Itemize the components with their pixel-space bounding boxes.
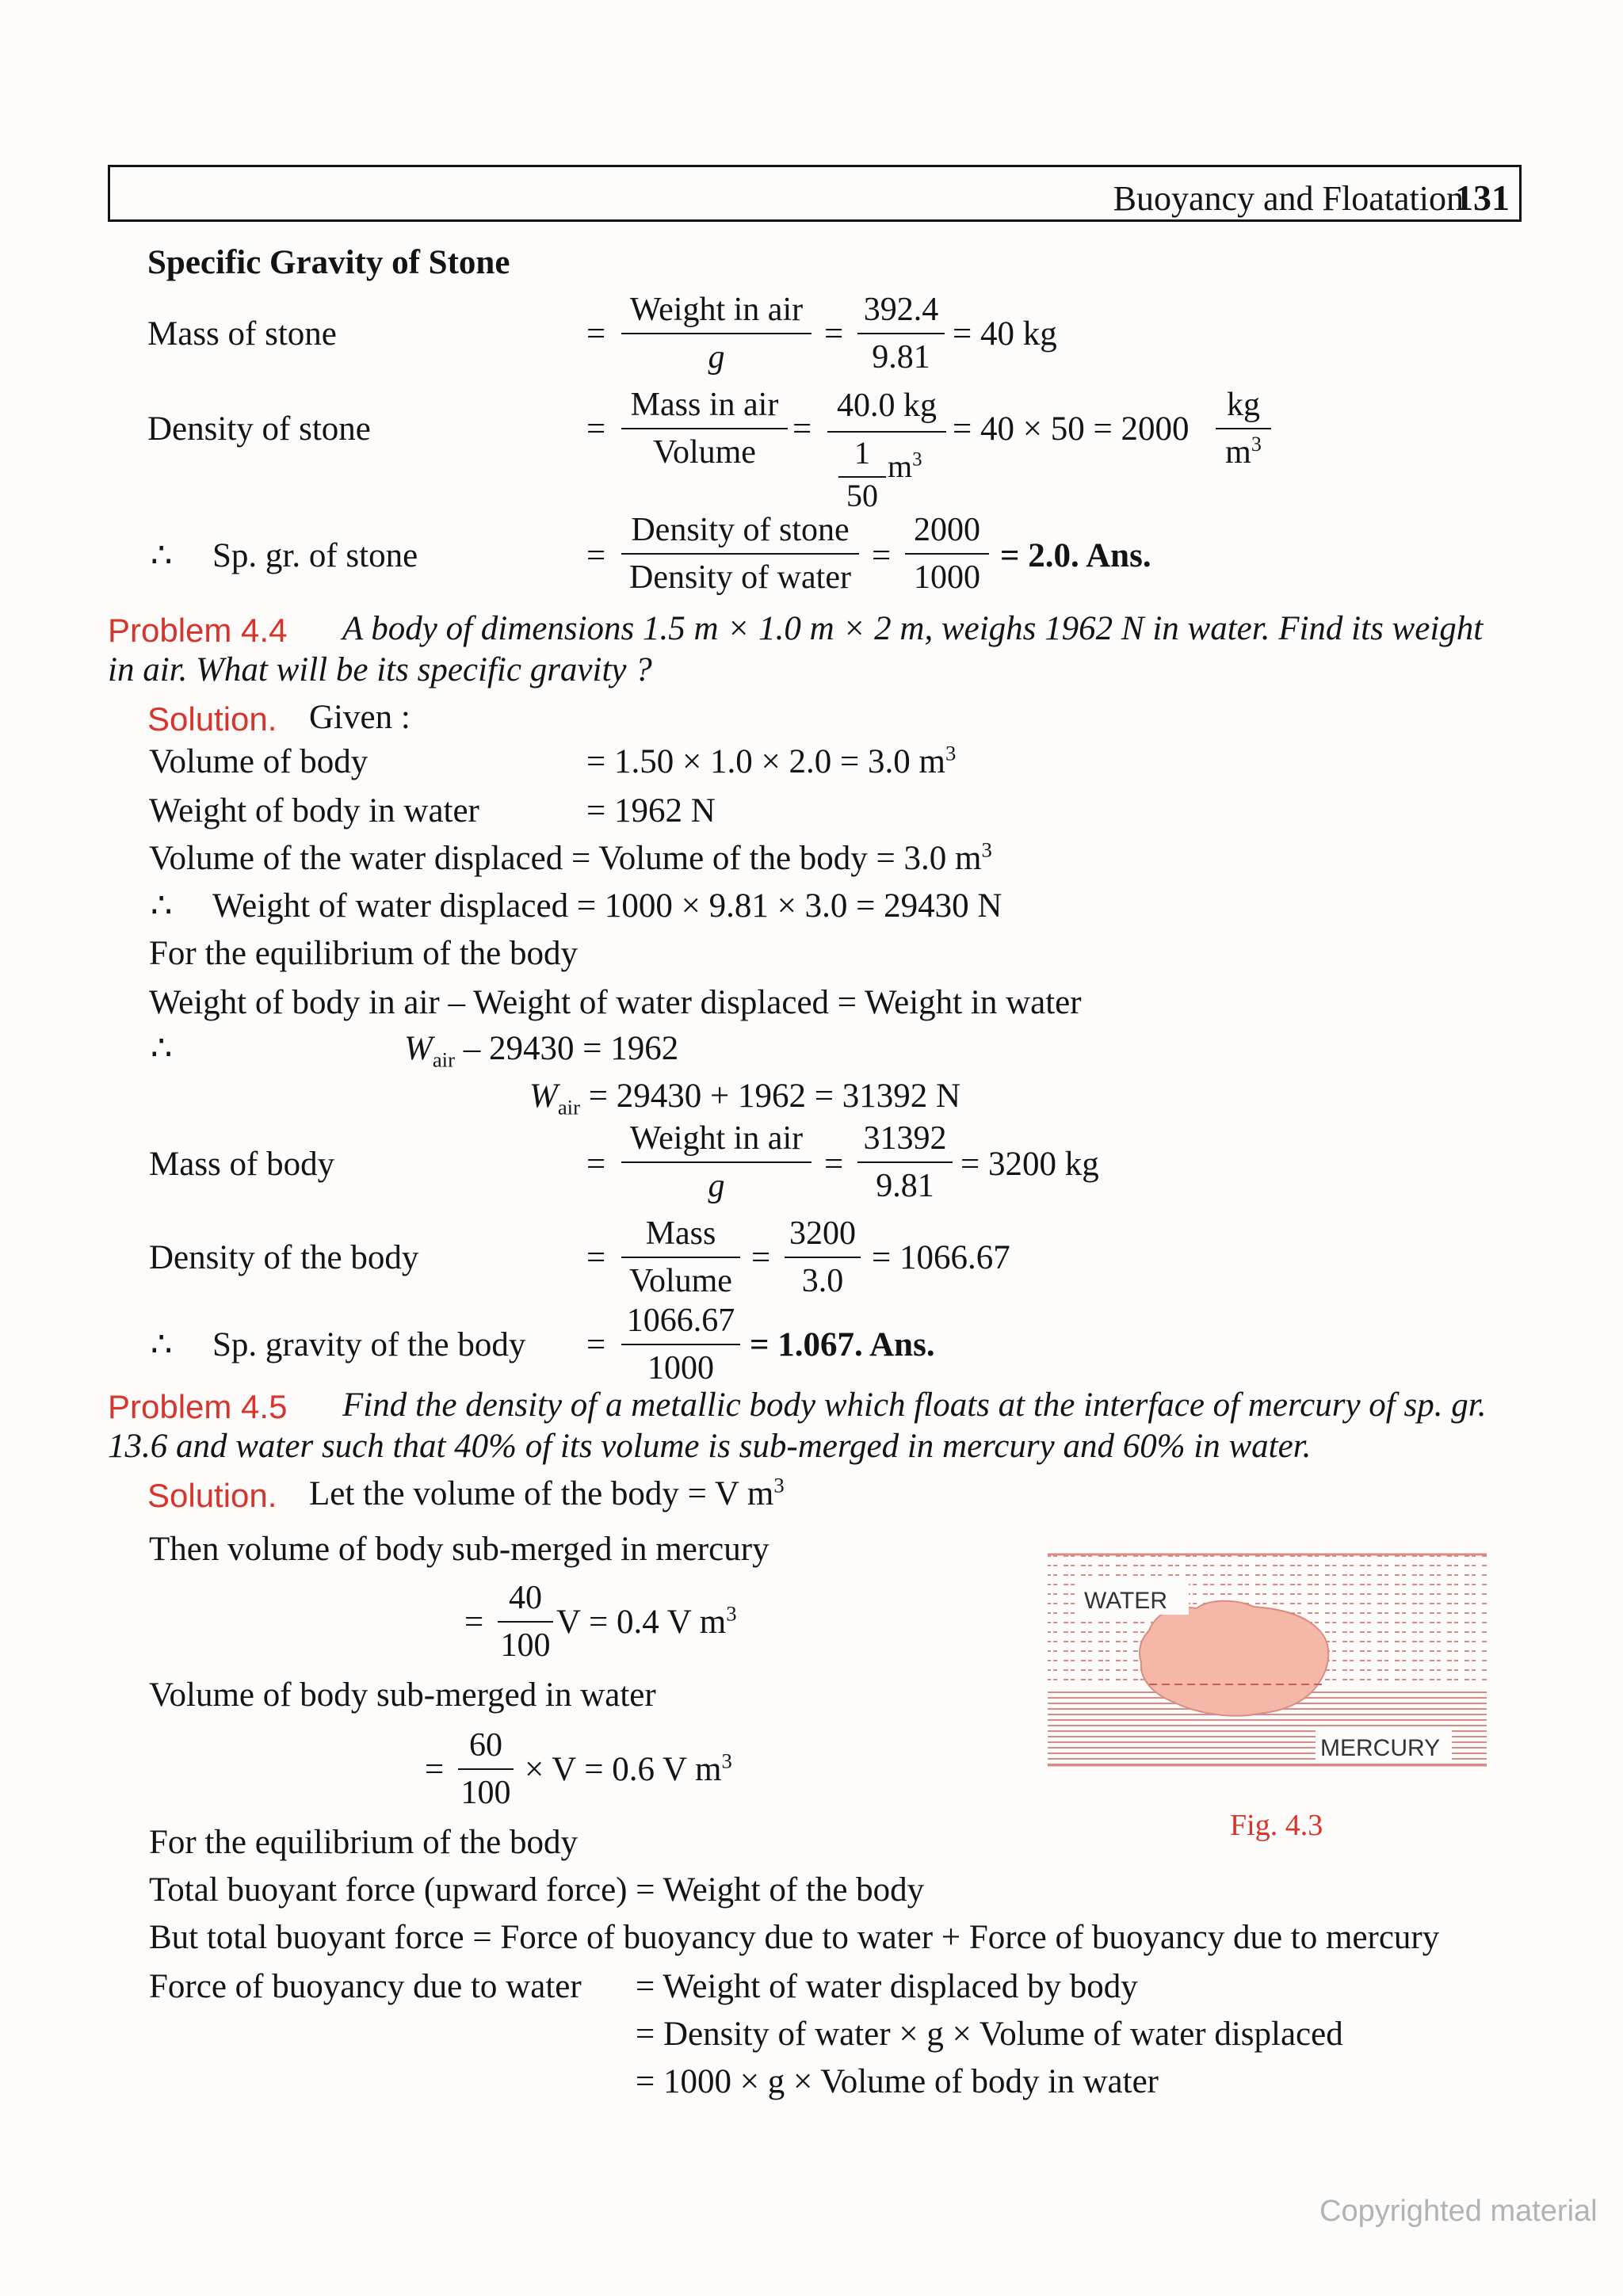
force-water-label: Force of buoyancy due to water: [149, 1968, 582, 2005]
answer: = 1.067. Ans.: [750, 1326, 935, 1363]
fraction: $\frac{392.4}{9.81}$: [857, 293, 945, 374]
equals-sign: =: [586, 537, 606, 574]
equals-sign: =: [751, 1239, 771, 1276]
equals-sign: =: [824, 1146, 844, 1183]
sp-gr-stone-label: Sp. gr. of stone: [212, 537, 418, 574]
problem-text: A body of dimensions 1.5 m × 1.0 m × 2 m, weighs 1962 N in water. Find its weight: [342, 610, 1484, 647]
problem-label: Problem 4.5: [108, 1388, 288, 1425]
solution-label: Solution.: [147, 1477, 277, 1514]
weight-in-water-label: Weight of body in water: [149, 792, 479, 830]
therefore-symbol: ∴: [151, 1030, 173, 1067]
equation-line: $W_{air} = 29430 + 1962 = 31392$ N: [529, 1077, 961, 1119]
water-volume-text: Volume of body sub-merged in water: [149, 1676, 656, 1714]
equilibrium-line: For the equilibrium of the body: [149, 935, 579, 972]
fraction: Mass Volume: [621, 1217, 740, 1298]
page-number: 131: [1455, 177, 1510, 218]
result: = 3200 kg: [960, 1146, 1099, 1183]
mass-of-body-label: Mass of body: [149, 1146, 335, 1183]
water-label: WATER: [1084, 1588, 1167, 1614]
equals-sign: =: [425, 1751, 445, 1788]
equals-sign: =: [824, 315, 844, 353]
therefore-symbol: ∴: [151, 537, 173, 574]
fraction: Weight in air g: [621, 1122, 812, 1203]
buoyant-force-sum-line: But total buoyant force = Force of buoyancy due to water + Force of buoyancy due to mercury: [149, 1919, 1440, 1956]
volume-displaced-line: Volume of the water displaced = Volume of the body = 3.0 $m^3$: [149, 837, 992, 877]
result: = 40 × 50 = 2000: [953, 410, 1190, 448]
fraction: $\frac{1066.67}{1000}$: [621, 1304, 740, 1385]
equals-sign: =: [464, 1604, 484, 1641]
problem-text: Find the density of a metallic body which floats at the interface of mercury of sp. gr.: [342, 1386, 1487, 1424]
equals-sign: =: [586, 1239, 606, 1276]
chapter-title: Buoyancy and Floatation: [1113, 179, 1464, 218]
force-water-line: = Weight of water displaced by body: [636, 1968, 1138, 2005]
result: = 1066.67: [872, 1239, 1010, 1276]
problem-text: in air. What will be its specific gravity ?: [108, 651, 652, 688]
fraction-sub-denominator: 50: [846, 478, 878, 513]
equilibrium-line: For the equilibrium of the body: [149, 1824, 579, 1861]
therefore-symbol: ∴: [151, 1326, 173, 1363]
force-water-line: = Density of water × g × Volume of water displaced: [636, 2016, 1343, 2053]
solution-label: Solution.: [147, 700, 277, 738]
fraction: Weight in air g: [621, 293, 812, 374]
fraction-sub-numerator: 1: [838, 434, 886, 478]
weight-displaced-line: Weight of water displaced = 1000 × 9.81 × 3.0 = 29430 N: [212, 887, 1002, 925]
volume-value: = 1.50 × 1.0 × 2.0 = 3.0 $m^3$: [586, 741, 957, 780]
metallic-body: [1140, 1601, 1328, 1716]
mass-of-stone-label: Mass of stone: [147, 315, 337, 353]
fraction: Mass in air Volume: [621, 388, 788, 469]
mercury-volume-text: Then volume of body sub-merged in mercury: [149, 1531, 769, 1568]
buoyant-force-line: Total buoyant force (upward force) = Weight of the body: [149, 1871, 925, 1909]
problem-label: Problem 4.4: [108, 612, 288, 649]
let-volume-line: Let the volume of the body = V $m^3$: [309, 1473, 785, 1512]
equals-sign: =: [872, 537, 892, 574]
problem-text: 13.6 and water such that 40% of its volume is sub-merged in mercury and 60% in water.: [108, 1428, 1312, 1465]
section-heading: Specific Gravity of Stone: [147, 244, 510, 281]
result: V = 0.4 V $m^3$: [556, 1601, 737, 1641]
force-water-line: = 1000 × g × Volume of body in water: [636, 2063, 1159, 2100]
equation-text: Weight of body in air – Weight of water displaced = Weight in water: [149, 984, 1082, 1021]
fraction: $\frac{40}{100}$: [498, 1581, 553, 1662]
unit: $m^3$: [888, 448, 922, 484]
sp-gravity-label: Sp. gravity of the body: [212, 1326, 526, 1363]
fig-4-3-diagram: [1046, 1551, 1490, 1791]
running-header: [108, 165, 1522, 222]
fraction-numerator: 40.0 kg: [827, 387, 946, 433]
equals-sign: =: [792, 410, 812, 448]
fraction: $\frac{3200}{3.0}$: [785, 1217, 861, 1298]
density-of-stone-label: Density of stone: [147, 410, 371, 448]
equals-sign: =: [586, 1146, 606, 1183]
copyright-watermark: Copyrighted material: [1319, 2195, 1598, 2228]
given-label: Given :: [309, 699, 411, 736]
fraction: $\frac{31392}{9.81}$: [857, 1122, 953, 1203]
result: × V = 0.6 V $m^3$: [525, 1749, 732, 1788]
mercury-label: MERCURY: [1320, 1735, 1441, 1761]
density-of-body-label: Density of the body: [149, 1239, 419, 1276]
weight-in-water-value: = 1962 N: [586, 792, 716, 830]
unit-fraction: $\frac{kg}{m^3}$: [1216, 388, 1271, 469]
fraction: $\frac{60}{100}$: [458, 1729, 514, 1810]
volume-label: Volume of body: [149, 743, 369, 780]
equals-sign: =: [586, 410, 606, 448]
therefore-symbol: ∴: [151, 887, 173, 925]
equals-sign: =: [586, 315, 606, 353]
result: = 40 kg: [953, 315, 1057, 353]
fraction: $\frac{2000}{1000}$: [905, 513, 989, 594]
figure-caption: Fig. 4.3: [1230, 1809, 1323, 1842]
fraction: Density of stone Density of water: [621, 513, 859, 594]
equals-sign: =: [586, 1326, 606, 1363]
answer: = 2.0. Ans.: [1000, 537, 1151, 574]
equation-line: $W_{air} - 29430 = 1962$: [404, 1030, 679, 1072]
